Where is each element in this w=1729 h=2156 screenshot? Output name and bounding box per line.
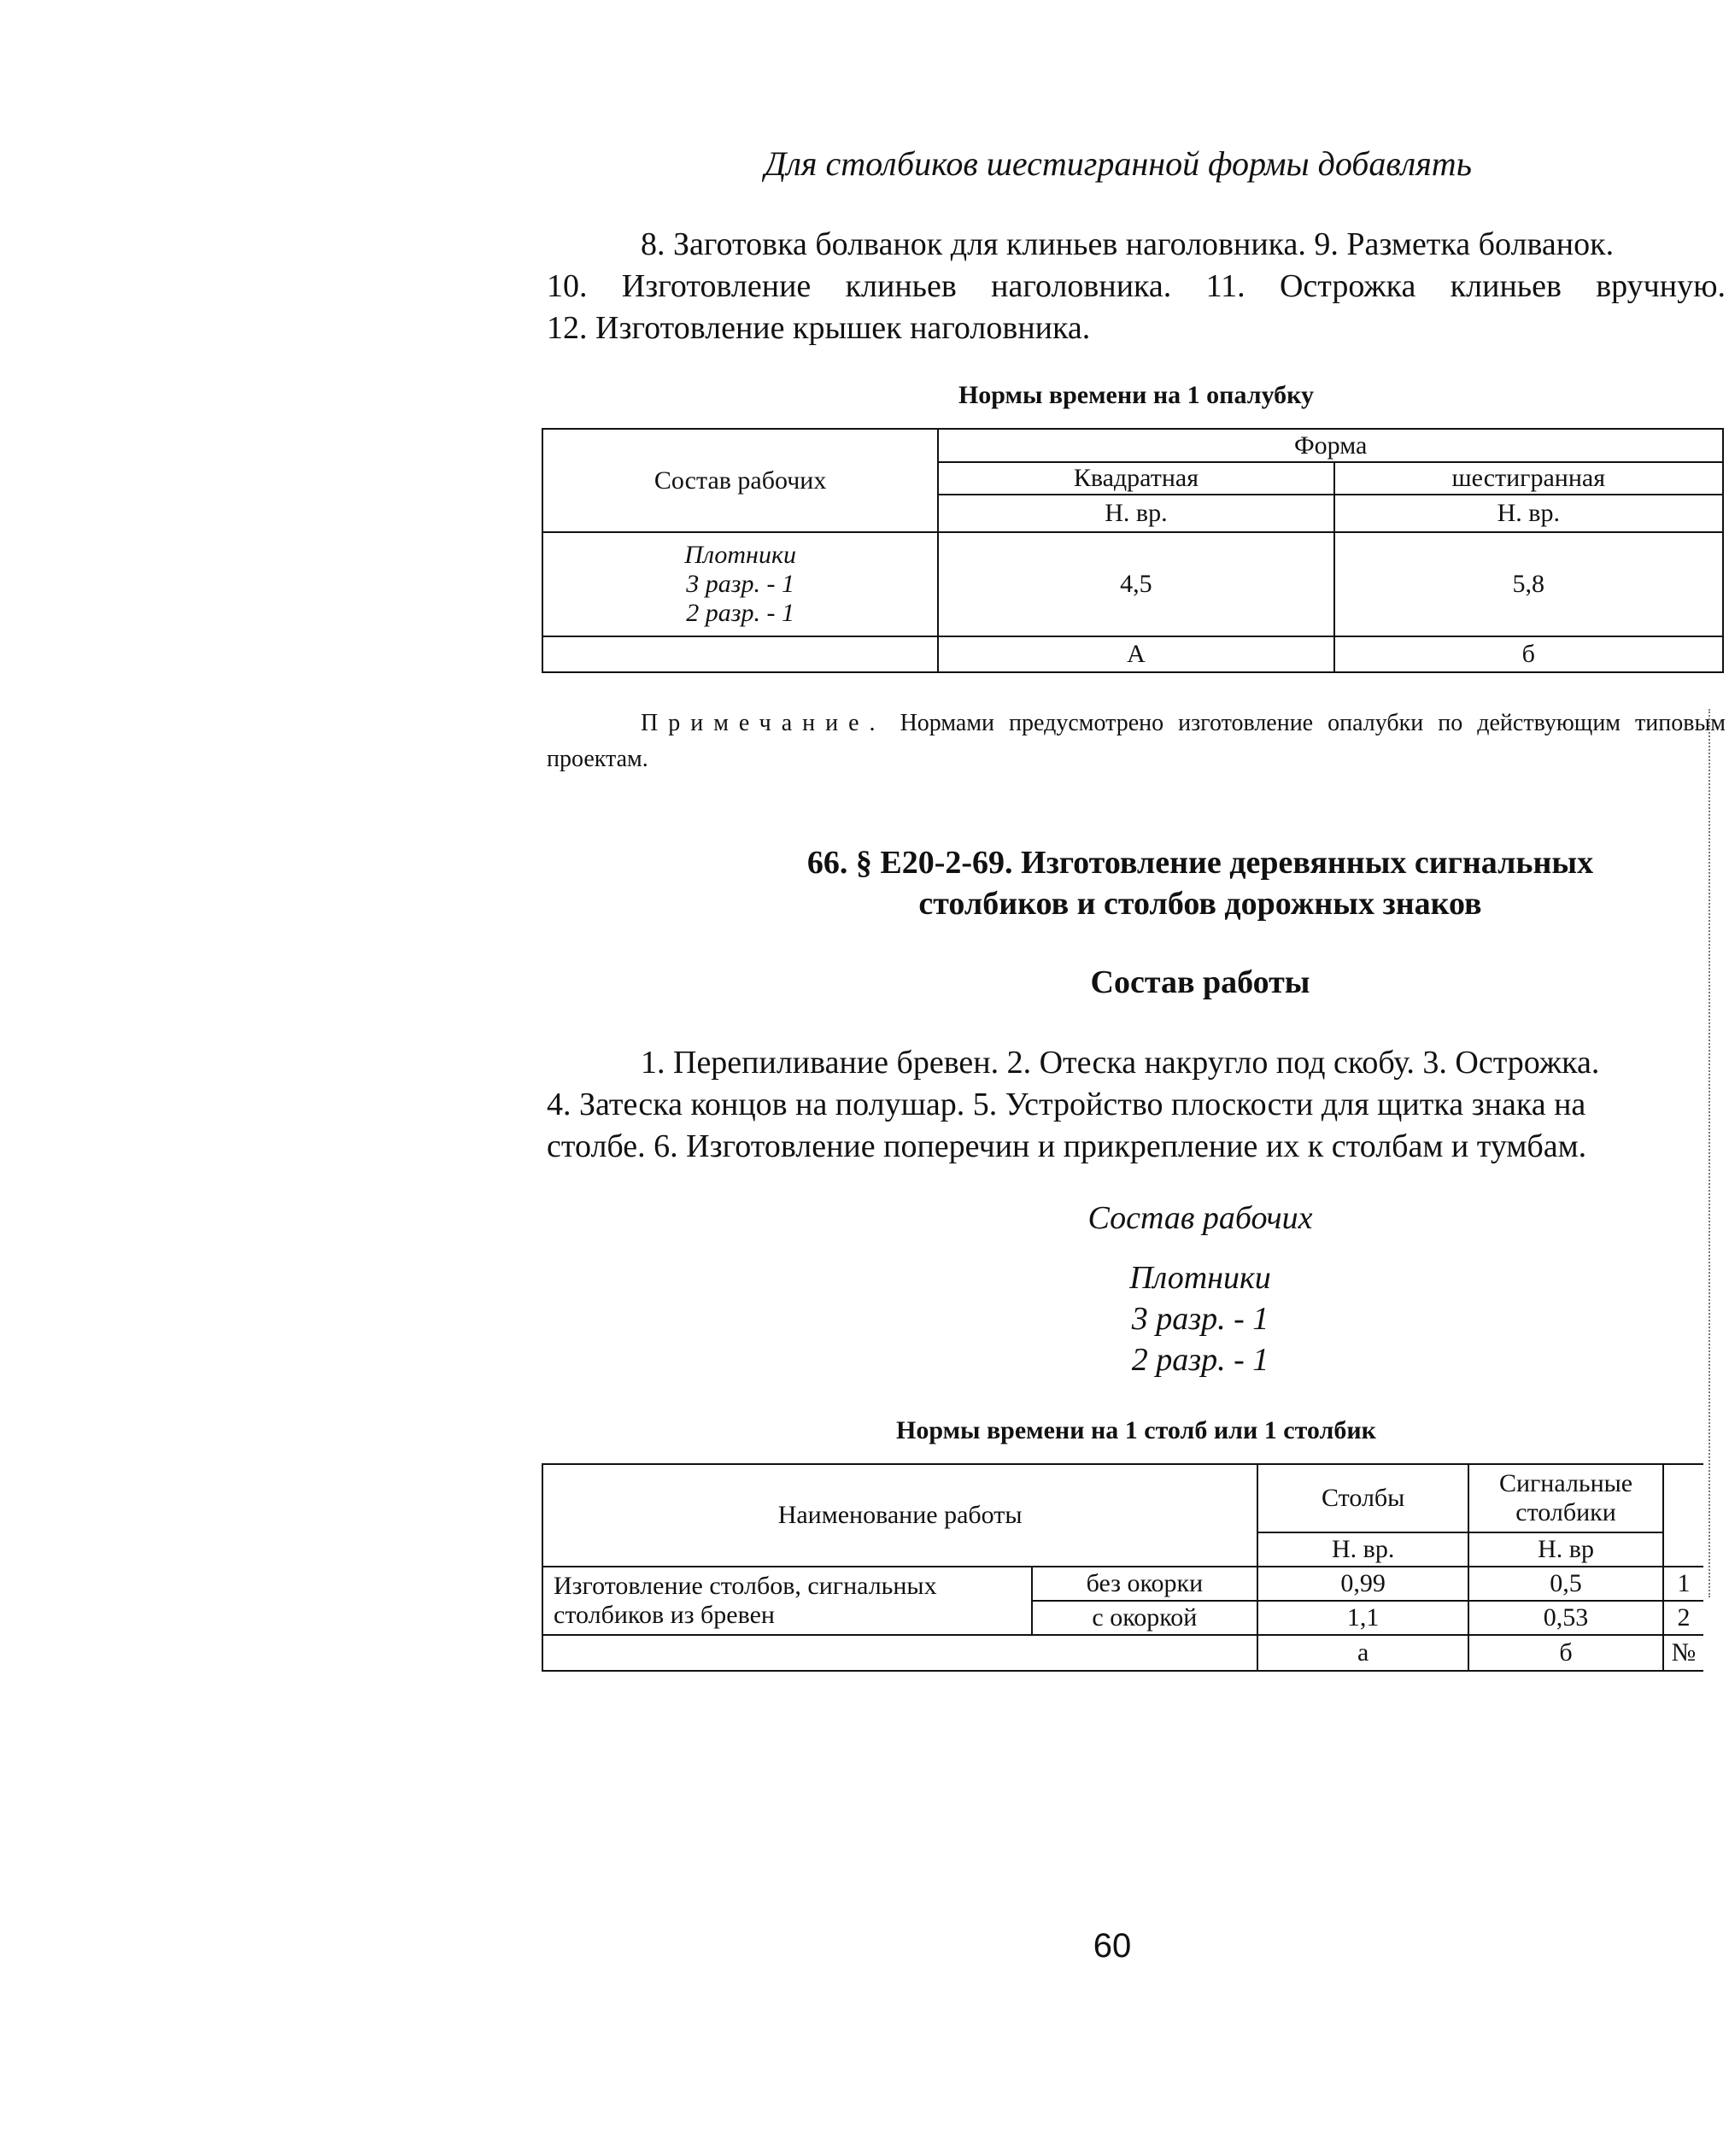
- table1-index-hex: б: [1334, 636, 1723, 672]
- table2-row2-num: 2: [1663, 1601, 1703, 1635]
- table2-row1-num: 1: [1663, 1567, 1703, 1601]
- table2-index-posts: а: [1257, 1635, 1468, 1671]
- table1-caption: Нормы времени на 1 опалубку: [958, 381, 1315, 409]
- workers-title: Плотники: [1129, 1260, 1271, 1296]
- table1-workers-grade3: 3 разр. - 1: [686, 570, 794, 598]
- table2-row1-posts: 0,99: [1257, 1567, 1468, 1601]
- workers-grade2: 2 разр. - 1: [1131, 1342, 1269, 1378]
- table1-workers-cell: [542, 532, 938, 636]
- table2-header-signal-line1: Сигнальные: [1498, 1469, 1633, 1497]
- table2-unit-posts: Н. вр.: [1257, 1532, 1468, 1567]
- table2: [542, 1463, 1703, 1672]
- table2-row2-posts: 1,1: [1257, 1601, 1468, 1635]
- workers-grade3: 3 разр. - 1: [1131, 1301, 1269, 1337]
- table2-index-num: №: [1663, 1635, 1703, 1671]
- table1-header-square: Квадратная: [938, 462, 1333, 495]
- table1-header-hex: шестигранная: [1334, 462, 1723, 495]
- table1-workers-title: Плотники: [684, 541, 796, 569]
- work-heading: Состав работы: [1090, 964, 1310, 1000]
- intro-line-1: 8. Заготовка болванок для клиньев наголовника. 9. Разметка болванок.: [641, 226, 1615, 262]
- table2-header-name: Наименование работы: [542, 1464, 1257, 1567]
- table2-row2-variant: с окоркой: [1032, 1601, 1258, 1635]
- table2-row-name: [542, 1567, 1032, 1635]
- intro-paragraph: [547, 224, 1726, 349]
- table2-header-signal: [1468, 1464, 1663, 1532]
- work-paragraph: [547, 1042, 1726, 1168]
- table2-row1-signal: 0,5: [1468, 1567, 1663, 1601]
- section-title-line-1: 66. § Е20-2-69. Изготовление деревянных сигнальных: [806, 845, 1594, 881]
- table1-index-empty: [542, 636, 938, 672]
- workers-heading: Состав рабочих: [1087, 1200, 1313, 1236]
- table1-unit-hex: Н. вр.: [1334, 495, 1723, 532]
- note-text: Нормами предусмотрено изготовление опалубки по действующим типовым проектам.: [547, 710, 1726, 772]
- table2-row-name-line2: столбиков из бревен: [554, 1601, 775, 1629]
- table2-row1-variant: без окорки: [1032, 1567, 1258, 1601]
- table2-header-posts: Столбы: [1257, 1464, 1468, 1532]
- section-title-line-2: столбиков и столбов дорожных знаков: [918, 886, 1482, 922]
- table2-index-empty: [542, 1635, 1257, 1671]
- table2-header-num: [1663, 1464, 1703, 1567]
- table1-value-hex: 5,8: [1334, 532, 1723, 636]
- table2-header-signal-line2: столбики: [1515, 1498, 1616, 1526]
- section-title: [547, 842, 1726, 924]
- table2-index-signal: б: [1468, 1635, 1663, 1671]
- table1: [542, 428, 1724, 673]
- scan-edge-line: [1708, 709, 1712, 1597]
- table2-caption: Нормы времени на 1 столб или 1 столбик: [896, 1416, 1376, 1444]
- intro-heading: Для столбиков шестигранной формы добавлять: [765, 144, 1472, 183]
- workers-block: [547, 1198, 1726, 1380]
- table1-header-form: Форма: [938, 429, 1723, 462]
- table1-unit-square: Н. вр.: [938, 495, 1333, 532]
- page-number: 60: [1093, 1927, 1132, 1965]
- work-line-1: 1. Перепиливание бревен. 2. Отеска накругло под скобу. 3. Острожка.: [641, 1045, 1600, 1081]
- table1-value-square: 4,5: [938, 532, 1333, 636]
- intro-line-3: 12. Изготовление крышек наголовника.: [547, 310, 1091, 346]
- work-line-3: столбе. 6. Изготовление поперечин и прикрепление их к столбам и тумбам.: [547, 1128, 1587, 1164]
- table1-index-square: А: [938, 636, 1333, 672]
- table2-unit-signal: Н. вр: [1468, 1532, 1663, 1567]
- table1-workers-grade2: 2 разр. - 1: [686, 599, 794, 627]
- work-line-2: 4. Затеска концов на полушар. 5. Устройство плоскости для щитка знака на: [547, 1087, 1586, 1122]
- table1-note: [547, 706, 1726, 777]
- table1-header-workers: Состав рабочих: [542, 429, 938, 532]
- table2-row2-signal: 0,53: [1468, 1601, 1663, 1635]
- intro-line-2: 10. Изготовление клиньев наголовника. 11. Острожка клиньев вручную.: [547, 268, 1726, 304]
- table2-row-name-line1: Изготовление столбов, сигнальных: [554, 1572, 937, 1600]
- note-lead: Примечание.: [641, 710, 886, 736]
